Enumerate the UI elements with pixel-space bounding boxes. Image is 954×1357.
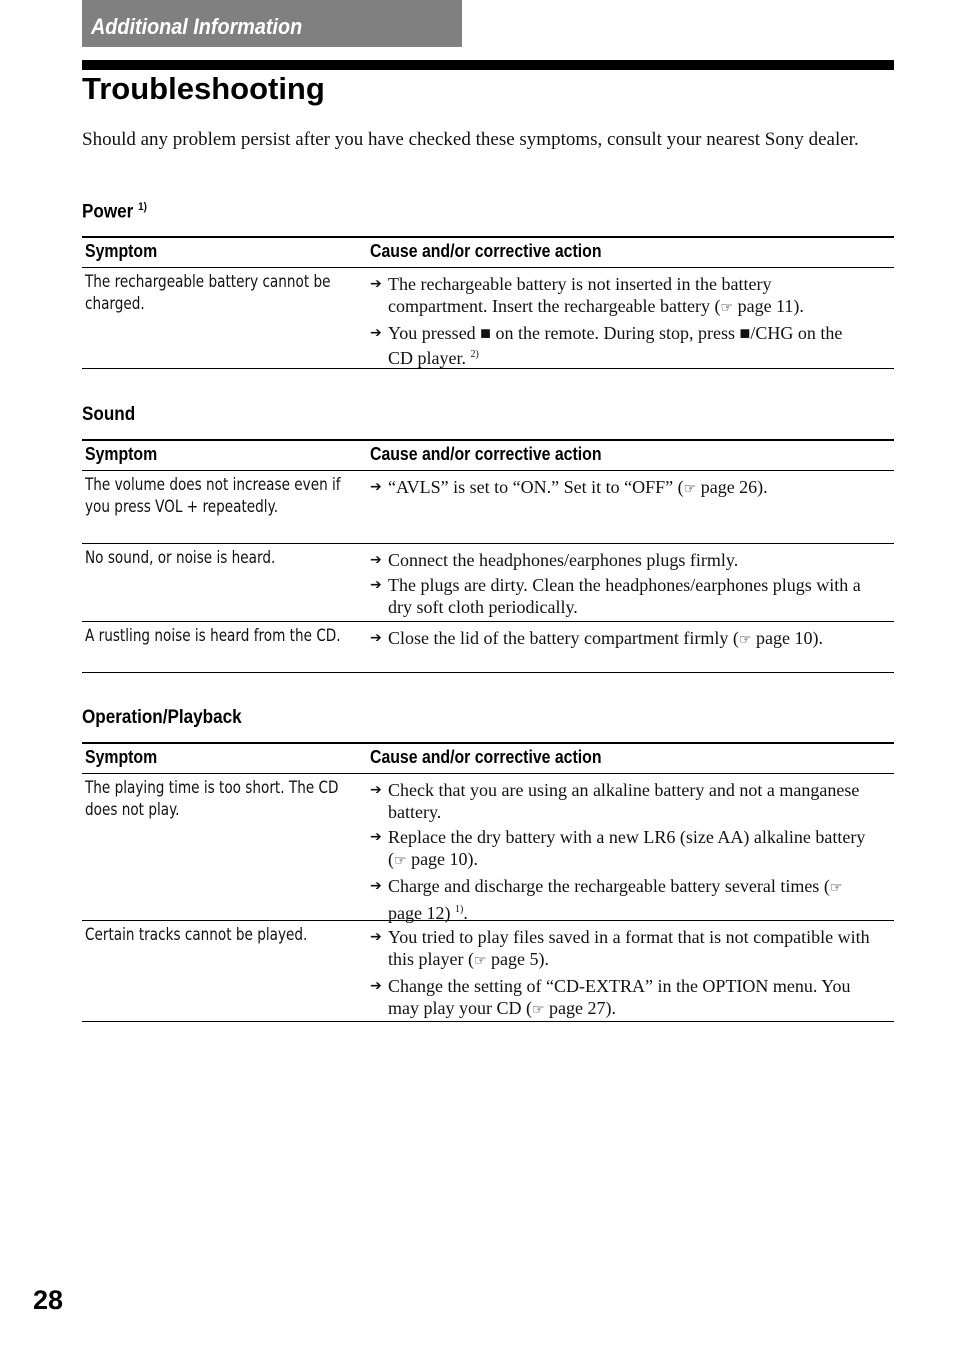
power-heading-text: Power <box>82 201 134 223</box>
action-item <box>370 549 870 571</box>
footnote-mark: 2) <box>470 349 479 360</box>
action-list <box>370 627 870 654</box>
action-text-end: . <box>463 903 468 923</box>
action-text: Replace the dry battery with a new LR6 (size AA) alkaline battery ( <box>388 827 866 869</box>
action-item <box>370 476 870 500</box>
page-reference: page 26). <box>700 477 768 497</box>
operation-table-header <box>82 742 894 774</box>
pointing-hand-icon: ☞ <box>738 632 752 648</box>
intro-paragraph: Should any problem persist after you have checked these symptoms, consult your nearest Sony dealer. <box>82 129 859 150</box>
operation-table <box>82 742 894 1022</box>
symptom-cell: The playing time is too short. The CD does not play. <box>85 778 339 820</box>
section-tab <box>82 0 462 47</box>
action-item <box>370 779 870 823</box>
table-row <box>82 471 894 544</box>
page-reference: page 27). <box>549 998 617 1018</box>
symptom-header: Symptom <box>85 444 158 464</box>
action-text: Charge and discharge the rechargeable battery several times ( <box>388 876 830 896</box>
action-item <box>370 926 870 972</box>
action-item <box>370 875 870 924</box>
operation-heading: Operation/Playback <box>82 707 242 728</box>
action-text: “AVLS” is set to “ON.” Set it to “OFF” ( <box>388 477 684 497</box>
table-row <box>82 622 894 673</box>
action-item <box>370 322 870 369</box>
action-list <box>370 273 870 372</box>
table-row <box>82 921 894 1022</box>
footnote-mark: 1) <box>454 904 464 915</box>
right-arrow-icon: ➔ <box>370 276 382 292</box>
action-item <box>370 574 870 618</box>
sound-table-header <box>82 439 894 471</box>
page-reference: page 10). <box>411 849 479 869</box>
action-text: Close the lid of the battery compartment firmly ( <box>388 628 739 648</box>
power-heading <box>82 201 147 223</box>
symptom-cell: The volume does not increase even if you press VOL + repeatedly. <box>85 475 341 517</box>
page-title: Troubleshooting <box>82 71 325 106</box>
action-text: You pressed ■ on the remote. During stop, press ■/CHG on the CD player. <box>388 323 843 368</box>
pointing-hand-icon: ☞ <box>531 1002 545 1018</box>
pointing-hand-icon: ☞ <box>829 880 843 896</box>
action-list <box>370 926 870 1024</box>
action-text: Connect the headphones/earphones plugs firmly. <box>388 550 739 570</box>
right-arrow-icon: ➔ <box>370 929 382 945</box>
page-reference: page 12) <box>388 903 451 923</box>
pointing-hand-icon: ☞ <box>720 300 734 316</box>
cause-header: Cause and/or corrective action <box>370 747 602 767</box>
action-item <box>370 273 870 319</box>
action-item <box>370 975 870 1021</box>
right-arrow-icon: ➔ <box>370 829 382 845</box>
action-list <box>370 476 870 503</box>
right-arrow-icon: ➔ <box>370 479 382 495</box>
right-arrow-icon: ➔ <box>370 577 382 593</box>
action-list <box>370 549 870 621</box>
symptom-header: Symptom <box>85 747 158 767</box>
symptom-cell: A rustling noise is heard from the CD. <box>85 626 341 646</box>
action-list <box>370 779 870 927</box>
action-text: You tried to play files saved in a format that is not compatible with this player ( <box>388 927 870 969</box>
symptom-cell: No sound, or noise is heard. <box>85 548 276 568</box>
page-reference: page 11). <box>737 296 804 316</box>
power-heading-note: 1) <box>138 201 147 213</box>
cause-header: Cause and/or corrective action <box>370 444 602 464</box>
cause-header: Cause and/or corrective action <box>370 241 602 261</box>
page-number: 28 <box>33 1285 64 1315</box>
section-tab-label: Additional Information <box>91 14 303 39</box>
pointing-hand-icon: ☞ <box>683 481 697 497</box>
symptom-header: Symptom <box>85 241 158 261</box>
sound-table <box>82 439 894 673</box>
action-item <box>370 627 870 651</box>
symptom-cell: Certain tracks cannot be played. <box>85 925 308 945</box>
page-reference: page 5). <box>491 949 550 969</box>
top-rule <box>82 60 894 70</box>
page-reference: page 10). <box>755 628 823 648</box>
right-arrow-icon: ➔ <box>370 325 382 341</box>
right-arrow-icon: ➔ <box>370 978 382 994</box>
sound-heading: Sound <box>82 404 136 425</box>
right-arrow-icon: ➔ <box>370 782 382 798</box>
pointing-hand-icon: ☞ <box>473 953 487 969</box>
action-text: The plugs are dirty. Clean the headphones/earphones plugs with a dry soft cloth periodically. <box>388 575 861 617</box>
table-row <box>82 268 894 369</box>
power-table-header <box>82 236 894 268</box>
power-table <box>82 236 894 369</box>
action-text: Check that you are using an alkaline battery and not a manganese battery. <box>388 780 860 822</box>
table-row <box>82 774 894 921</box>
right-arrow-icon: ➔ <box>370 878 382 894</box>
table-row <box>82 544 894 622</box>
pointing-hand-icon: ☞ <box>394 853 407 869</box>
action-text: The rechargeable battery is not inserted in the battery compartment. Insert the rechargeable battery ( <box>388 274 772 316</box>
right-arrow-icon: ➔ <box>370 552 382 568</box>
action-item <box>370 826 870 872</box>
symptom-cell: The rechargeable battery cannot be charged. <box>85 272 331 314</box>
action-text: Change the setting of “CD-EXTRA” in the OPTION menu. You may play your CD ( <box>388 976 851 1018</box>
right-arrow-icon: ➔ <box>370 630 382 646</box>
